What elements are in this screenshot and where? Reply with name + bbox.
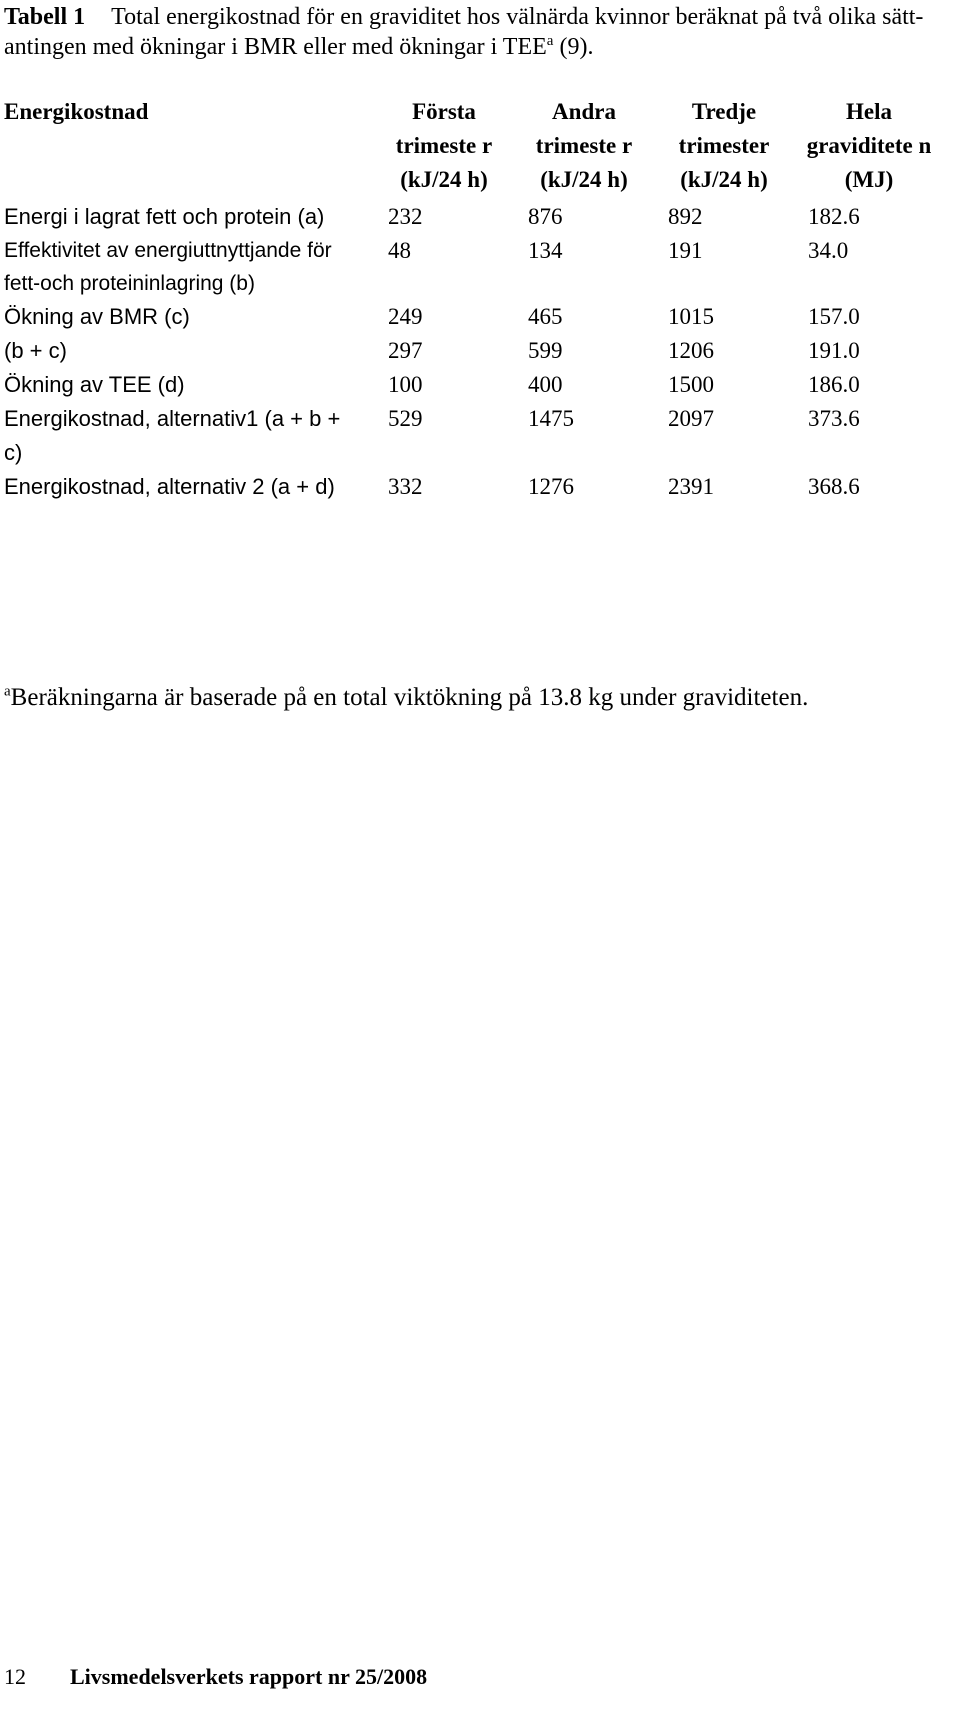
cell-second-trimester: 599 — [528, 338, 563, 363]
cell-second-trimester: 1475 — [528, 406, 574, 431]
cell-third-trimester: 892 — [668, 204, 703, 229]
header-third-trimester: Tredje trimester (kJ/24 h) — [678, 99, 770, 192]
table-row — [4, 200, 944, 234]
cell-second-trimester: 134 — [528, 238, 563, 263]
row-label: Energi i lagrat fett och protein (a) — [4, 204, 325, 229]
row-label: Ökning av BMR (c) — [4, 304, 190, 329]
cell-second-trimester: 400 — [528, 372, 563, 397]
cell-third-trimester: 1015 — [668, 304, 714, 329]
header-first-trimester: Första trimeste r (kJ/24 h) — [395, 99, 493, 192]
cell-third-trimester: 1500 — [668, 372, 714, 397]
table-row — [4, 402, 944, 470]
caption-text: Total energikostnad för en graviditet hos välnärda kvinnor beräknat på två olika sätt- antingen med ökningar i BMR eller med ökningar i TEE — [4, 4, 924, 60]
footnote-marker: a — [4, 683, 11, 700]
cell-whole-pregnancy: 373.6 — [808, 406, 860, 431]
caption-reference: (9). — [553, 34, 594, 60]
caption-superscript: a — [546, 33, 554, 49]
header-whole-pregnancy: Hela graviditete n (MJ) — [806, 99, 932, 192]
table-row — [4, 234, 944, 300]
row-label: Energikostnad, alternativ1 (a + b + c) — [4, 406, 341, 465]
cell-third-trimester: 2097 — [668, 406, 714, 431]
caption-label: Tabell 1 — [4, 4, 86, 30]
footnote-text: Beräkningarna är baserade på en total viktökning på 13.8 kg under graviditeten. — [10, 684, 809, 711]
cell-whole-pregnancy: 368.6 — [808, 474, 860, 499]
cell-third-trimester: 1206 — [668, 338, 714, 363]
cell-first-trimester: 297 — [388, 338, 423, 363]
header-second-trimester: Andra trimeste r (kJ/24 h) — [535, 99, 633, 192]
header-energikostnad: Energikostnad — [4, 99, 149, 124]
cell-second-trimester: 1276 — [528, 474, 574, 499]
cell-first-trimester: 332 — [388, 474, 423, 499]
row-label: Ökning av TEE (d) — [4, 372, 185, 397]
row-label: (b + c) — [4, 338, 67, 363]
energy-cost-table — [4, 95, 944, 504]
table-row — [4, 300, 944, 334]
cell-first-trimester: 529 — [388, 406, 423, 431]
cell-whole-pregnancy: 182.6 — [808, 204, 860, 229]
report-title: Livsmedelsverkets rapport nr 25/2008 — [70, 1664, 428, 1689]
page-footer — [4, 1662, 604, 1692]
table-row — [4, 334, 944, 368]
cell-second-trimester: 465 — [528, 304, 563, 329]
row-label: Energikostnad, alternativ 2 (a + d) — [4, 474, 335, 499]
cell-whole-pregnancy: 186.0 — [808, 372, 860, 397]
cell-third-trimester: 191 — [668, 238, 703, 263]
table-header-row — [4, 95, 944, 200]
cell-whole-pregnancy: 34.0 — [808, 238, 849, 263]
cell-first-trimester: 249 — [388, 304, 423, 329]
table-footnote — [4, 682, 954, 714]
cell-second-trimester: 876 — [528, 204, 563, 229]
page-number: 12 — [4, 1664, 26, 1689]
table-row — [4, 368, 944, 402]
row-label: Effektivitet av energiuttnyttjande för fett-och proteininlagring (b) — [4, 239, 332, 295]
cell-first-trimester: 48 — [388, 238, 411, 263]
cell-first-trimester: 100 — [388, 372, 423, 397]
table-caption — [4, 2, 944, 62]
table-row — [4, 470, 944, 504]
cell-whole-pregnancy: 157.0 — [808, 304, 860, 329]
cell-first-trimester: 232 — [388, 204, 423, 229]
cell-third-trimester: 2391 — [668, 474, 714, 499]
cell-whole-pregnancy: 191.0 — [808, 338, 860, 363]
